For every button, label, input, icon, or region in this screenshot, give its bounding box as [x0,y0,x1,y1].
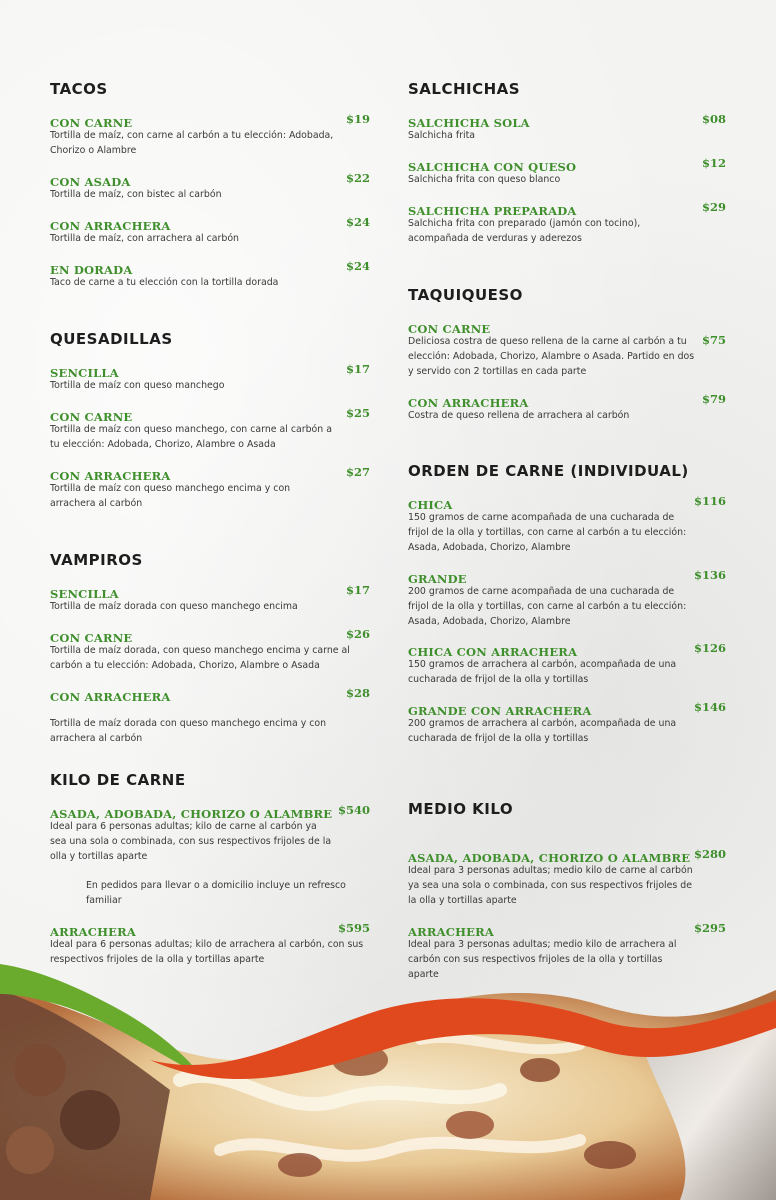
item-name: ARRACHERA [408,925,495,939]
menu-item [408,700,726,746]
menu-item [50,215,370,246]
menu-item [408,318,726,379]
item-name: CON ARRACHERA [408,396,529,410]
item-price: $28 [345,686,370,700]
item-description: 150 gramos de arrachera al carbón, acompañada de una cucharada de frijol de la olla y tortillas [408,659,677,685]
menu-item [408,156,726,187]
item-description: Tortilla de maíz dorada con queso manchego encima [50,601,298,612]
menu-item [50,362,370,393]
item-price: $24 [345,215,370,229]
item-name: SENCILLA [50,366,119,380]
item-description: Salchicha frita [408,130,476,141]
item-description: Tortilla de maíz con queso manchego, con carne al carbón a tu elección: Adobada, Chorizo, Alambre o Asada [50,424,332,450]
menu-item [408,392,726,423]
section-title-kilo-de-carne: KILO DE CARNE [50,771,186,789]
item-price: $295 [693,921,726,935]
menu-item [50,627,370,673]
item-name: CON CARNE [50,631,133,645]
section-title-vampiros: VAMPIROS [50,551,143,569]
item-price: $24 [345,259,370,273]
menu-item [50,465,370,511]
menu-item [408,847,726,908]
item-name: CON CARNE [408,322,491,336]
menu-item [50,583,370,614]
item-price: $26 [345,627,370,641]
item-price: $19 [345,112,370,126]
item-price: $17 [345,362,370,376]
item-name: CHICA [408,498,453,512]
item-price: $17 [345,583,370,597]
item-description: Tortilla de maíz dorada con queso manchego encima y con arrachera al carbón [50,718,327,744]
item-price: $116 [693,494,726,508]
item-name: CON ARRACHERA [50,219,171,233]
section-title-medio-kilo: MEDIO KILO [408,800,514,818]
item-description: 150 gramos de carne acompañada de una cucharada de frijol de la olla y tortillas, con carne al carbón a tu elección: Asada, Adobada, Chorizo, Alambre [408,512,687,553]
item-name: SALCHICHA PREPARADA [408,204,577,218]
menu-item [408,200,726,246]
menu-item [50,259,370,290]
section-title-taquiqueso: TAQUIQUESO [408,286,523,304]
delivery-note: En pedidos para llevar o a domicilio incluye un refresco familiar [86,880,346,906]
item-description: Costra de queso rellena de arrachera al carbón [408,410,630,421]
item-description: Salchicha frita con preparado (jamón con tocino), acompañada de verduras y aderezos [408,218,641,244]
item-price: $136 [693,568,726,582]
item-description: Ideal para 3 personas adultas; medio kilo de carne al carbón ya sea una sola o combinada, con sus respectivos frijoles de la olla y tortillas aparte [408,865,693,906]
item-price: $595 [337,921,370,935]
item-name: CON ARRACHERA [50,469,171,483]
item-description: Deliciosa costra de queso rellena de la carne al carbón a tu elección: Adobada, Chorizo, Alambre o Asada. Partido en dos y servido con 2 tortillas en cada parte [408,336,695,377]
item-name: ASADA, ADOBADA, CHORIZO O ALAMBRE [50,807,333,821]
item-description: Tortilla de maíz, con bistec al carbón [50,189,222,200]
menu-item [50,406,370,452]
item-name: CON ASADA [50,175,131,189]
menu-item [408,112,726,143]
item-name: CON CARNE [50,410,133,424]
menu-item [50,171,370,202]
item-name: EN DORADA [50,263,133,277]
item-description: Ideal para 6 personas adultas; kilo de carne al carbón ya sea una sola o combinada, con sus respectivos frijoles de la olla y tortillas aparte [50,821,332,862]
item-name: GRANDE CON ARRACHERA [408,704,592,718]
item-price: $08 [701,112,726,126]
footer-food-image [0,950,776,1200]
item-price: $79 [701,392,726,406]
item-description: Salchicha frita con queso blanco [408,174,561,185]
item-price: $126 [693,641,726,655]
item-name: SENCILLA [50,587,119,601]
item-name: CON CARNE [50,116,133,130]
item-description: Tortilla de maíz con queso manchego [50,380,225,391]
menu-item [408,641,726,687]
item-description: 200 gramos de arrachera al carbón, acompañada de una cucharada de frijol de la olla y tortillas [408,718,677,744]
item-price: $540 [337,803,370,817]
item-name: GRANDE [408,572,467,586]
item-price: $27 [345,465,370,479]
item-name: SALCHICHA SOLA [408,116,530,130]
section-title-orden-de-carne: ORDEN DE CARNE (INDIVIDUAL) [408,462,689,480]
item-description: 200 gramos de carne acompañada de una cucharada de frijol de la olla y tortillas, con carne al carbón a tu elección: Asada, Adobada, Chorizo, Alambre [408,586,687,627]
item-price: $146 [693,700,726,714]
item-name: SALCHICHA CON QUESO [408,160,577,174]
item-price: $280 [693,847,726,861]
item-description: Taco de carne a tu elección con la tortilla dorada [50,277,279,288]
menu-item [50,803,370,864]
item-price: $12 [701,156,726,170]
item-name: ASADA, ADOBADA, CHORIZO O ALAMBRE [408,851,691,865]
item-price: $29 [701,200,726,214]
item-description: Ideal para 3 personas adultas; medio kilo de arrachera al carbón con sus respectivos frijoles de la olla y tortillas aparte [408,939,677,980]
item-description: Tortilla de maíz con queso manchego encima y con arrachera al carbón [50,483,291,509]
menu-item [50,112,370,158]
menu-item [408,568,726,629]
item-price: $75 [701,333,726,347]
item-name: CON ARRACHERA [50,690,171,704]
item-name: ARRACHERA [50,925,137,939]
item-description: Ideal para 6 personas adultas; kilo de arrachera al carbón, con sus respectivos frijoles de la olla y tortillas aparte [50,939,364,965]
section-title-tacos: TACOS [50,80,108,98]
item-description: Tortilla de maíz dorada, con queso manchego encima y carne al carbón a tu elección: Adobada, Chorizo, Alambre o Asada [50,645,350,671]
menu-item [50,686,370,746]
menu-item [408,494,726,555]
item-price: $22 [345,171,370,185]
item-name: CHICA CON ARRACHERA [408,645,578,659]
section-title-quesadillas: QUESADILLAS [50,330,173,348]
item-price: $25 [345,406,370,420]
section-title-salchichas: SALCHICHAS [408,80,521,98]
item-description: Tortilla de maíz, con carne al carbón a tu elección: Adobada, Chorizo o Alambre [50,130,334,156]
item-description: Tortilla de maíz, con arrachera al carbón [50,233,239,244]
